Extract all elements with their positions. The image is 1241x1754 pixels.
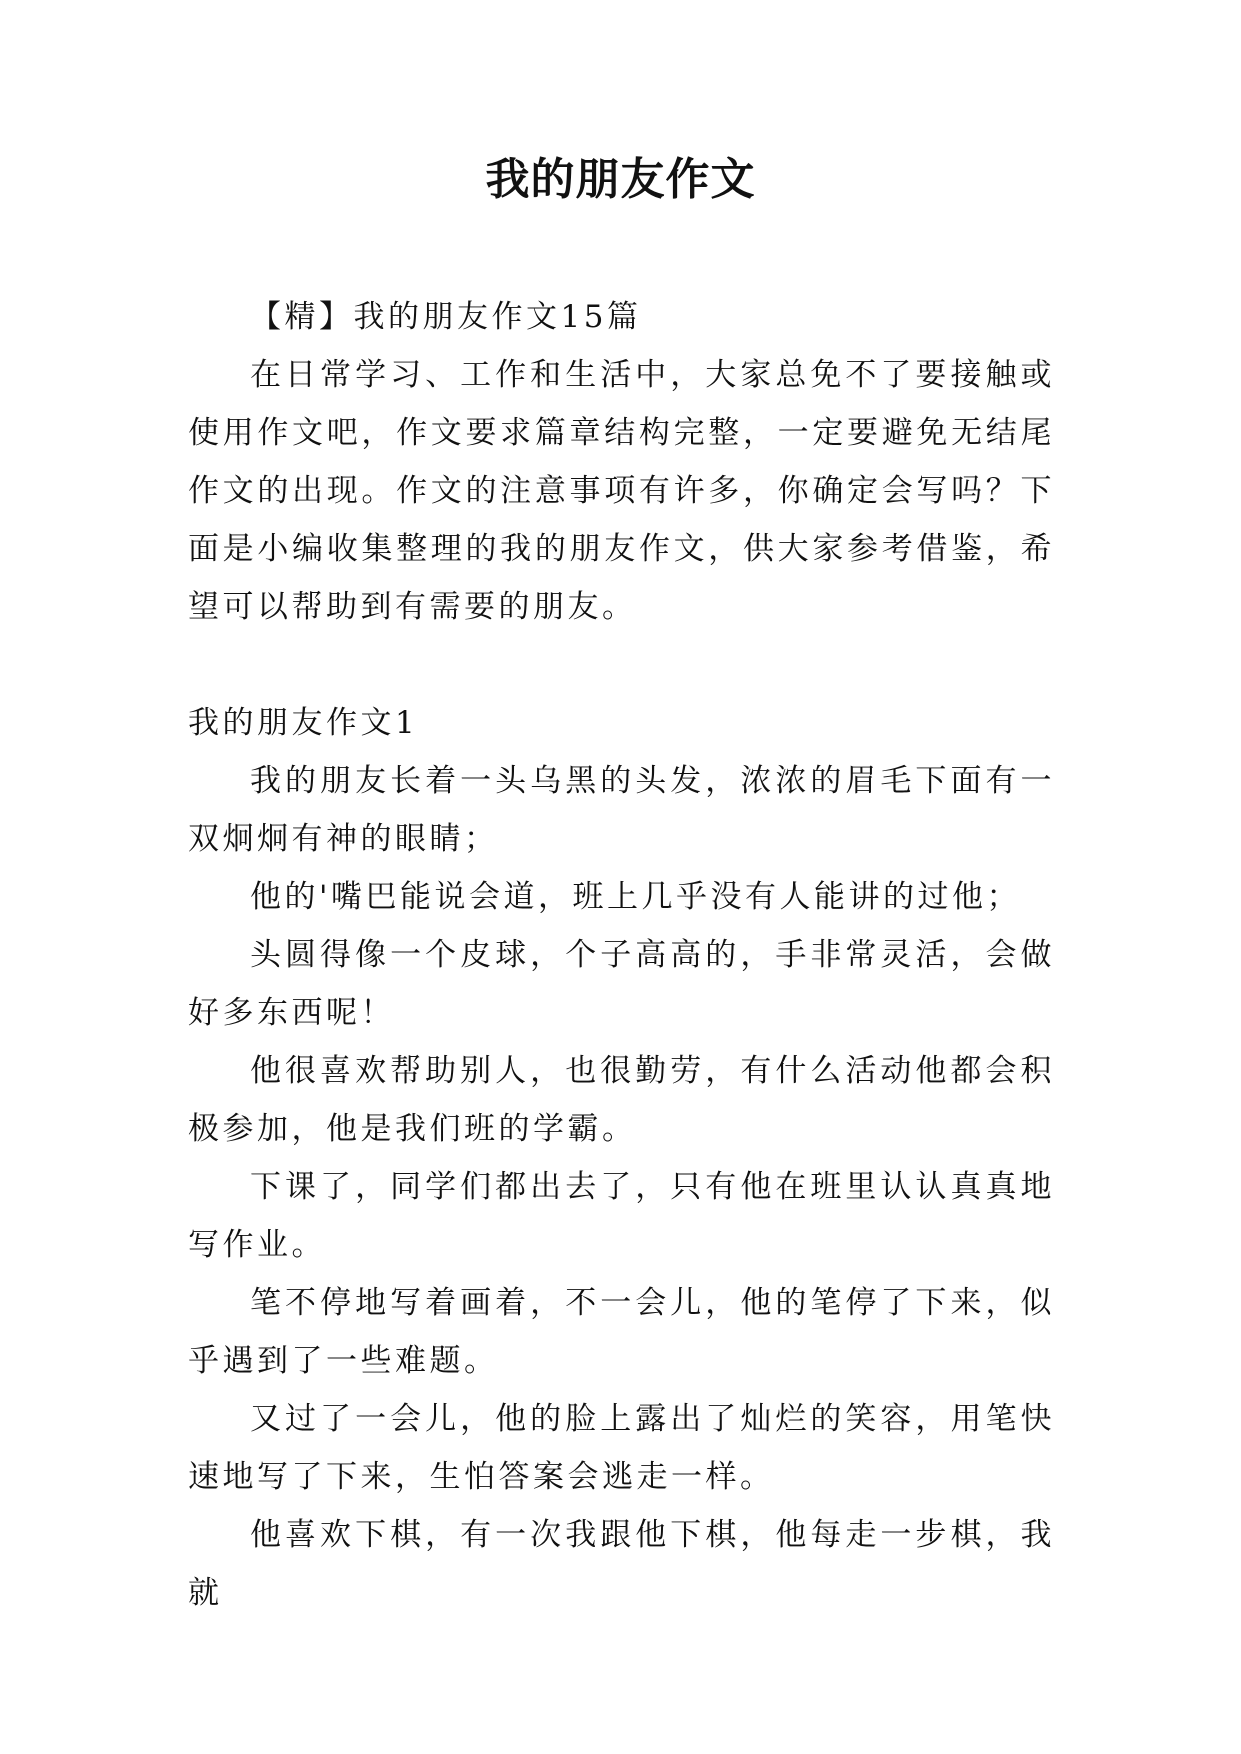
body-paragraph: 笔不停地写着画着，不一会儿，他的笔停了下来，似乎遇到了一些难题。 xyxy=(188,1285,1055,1379)
body-paragraph: 头圆得像一个皮球，个子高高的，手非常灵活，会做好多东西呢！ xyxy=(188,937,1055,1031)
intro-paragraph: 在日常学习、工作和生活中，大家总免不了要接触或使用作文吧，作文要求篇章结构完整，一定要避免无结尾作文的出现。作文的注意事项有许多，你确定会写吗？下面是小编收集整理的我的朋友作文，供大家参考借鉴，希望可以帮助到有需要的朋友。 xyxy=(188,357,1055,625)
body-paragraph: 他喜欢下棋，有一次我跟他下棋，他每走一步棋，我就 xyxy=(188,1517,1055,1611)
document-subtitle: 【精】我的朋友作文15篇 xyxy=(250,299,642,335)
body-paragraph: 又过了一会儿，他的脸上露出了灿烂的笑容，用笔快速地写了下来，生怕答案会逃走一样。 xyxy=(188,1401,1055,1495)
body-paragraph: 他的'嘴巴能说会道，班上几乎没有人能讲的过他； xyxy=(250,879,1022,915)
section-spacer xyxy=(188,636,1055,694)
document-body xyxy=(188,288,1055,1622)
section-heading: 我的朋友作文1 xyxy=(188,705,419,741)
body-paragraph: 他很喜欢帮助别人，也很勤劳，有什么活动他都会积极参加，他是我们班的学霸。 xyxy=(188,1053,1055,1147)
body-paragraph: 下课了，同学们都出去了，只有他在班里认认真真地写作业。 xyxy=(188,1169,1055,1263)
document-title: 我的朋友作文 xyxy=(485,154,756,205)
body-paragraph: 我的朋友长着一头乌黑的头发，浓浓的眉毛下面有一双炯炯有神的眼睛； xyxy=(188,763,1055,857)
